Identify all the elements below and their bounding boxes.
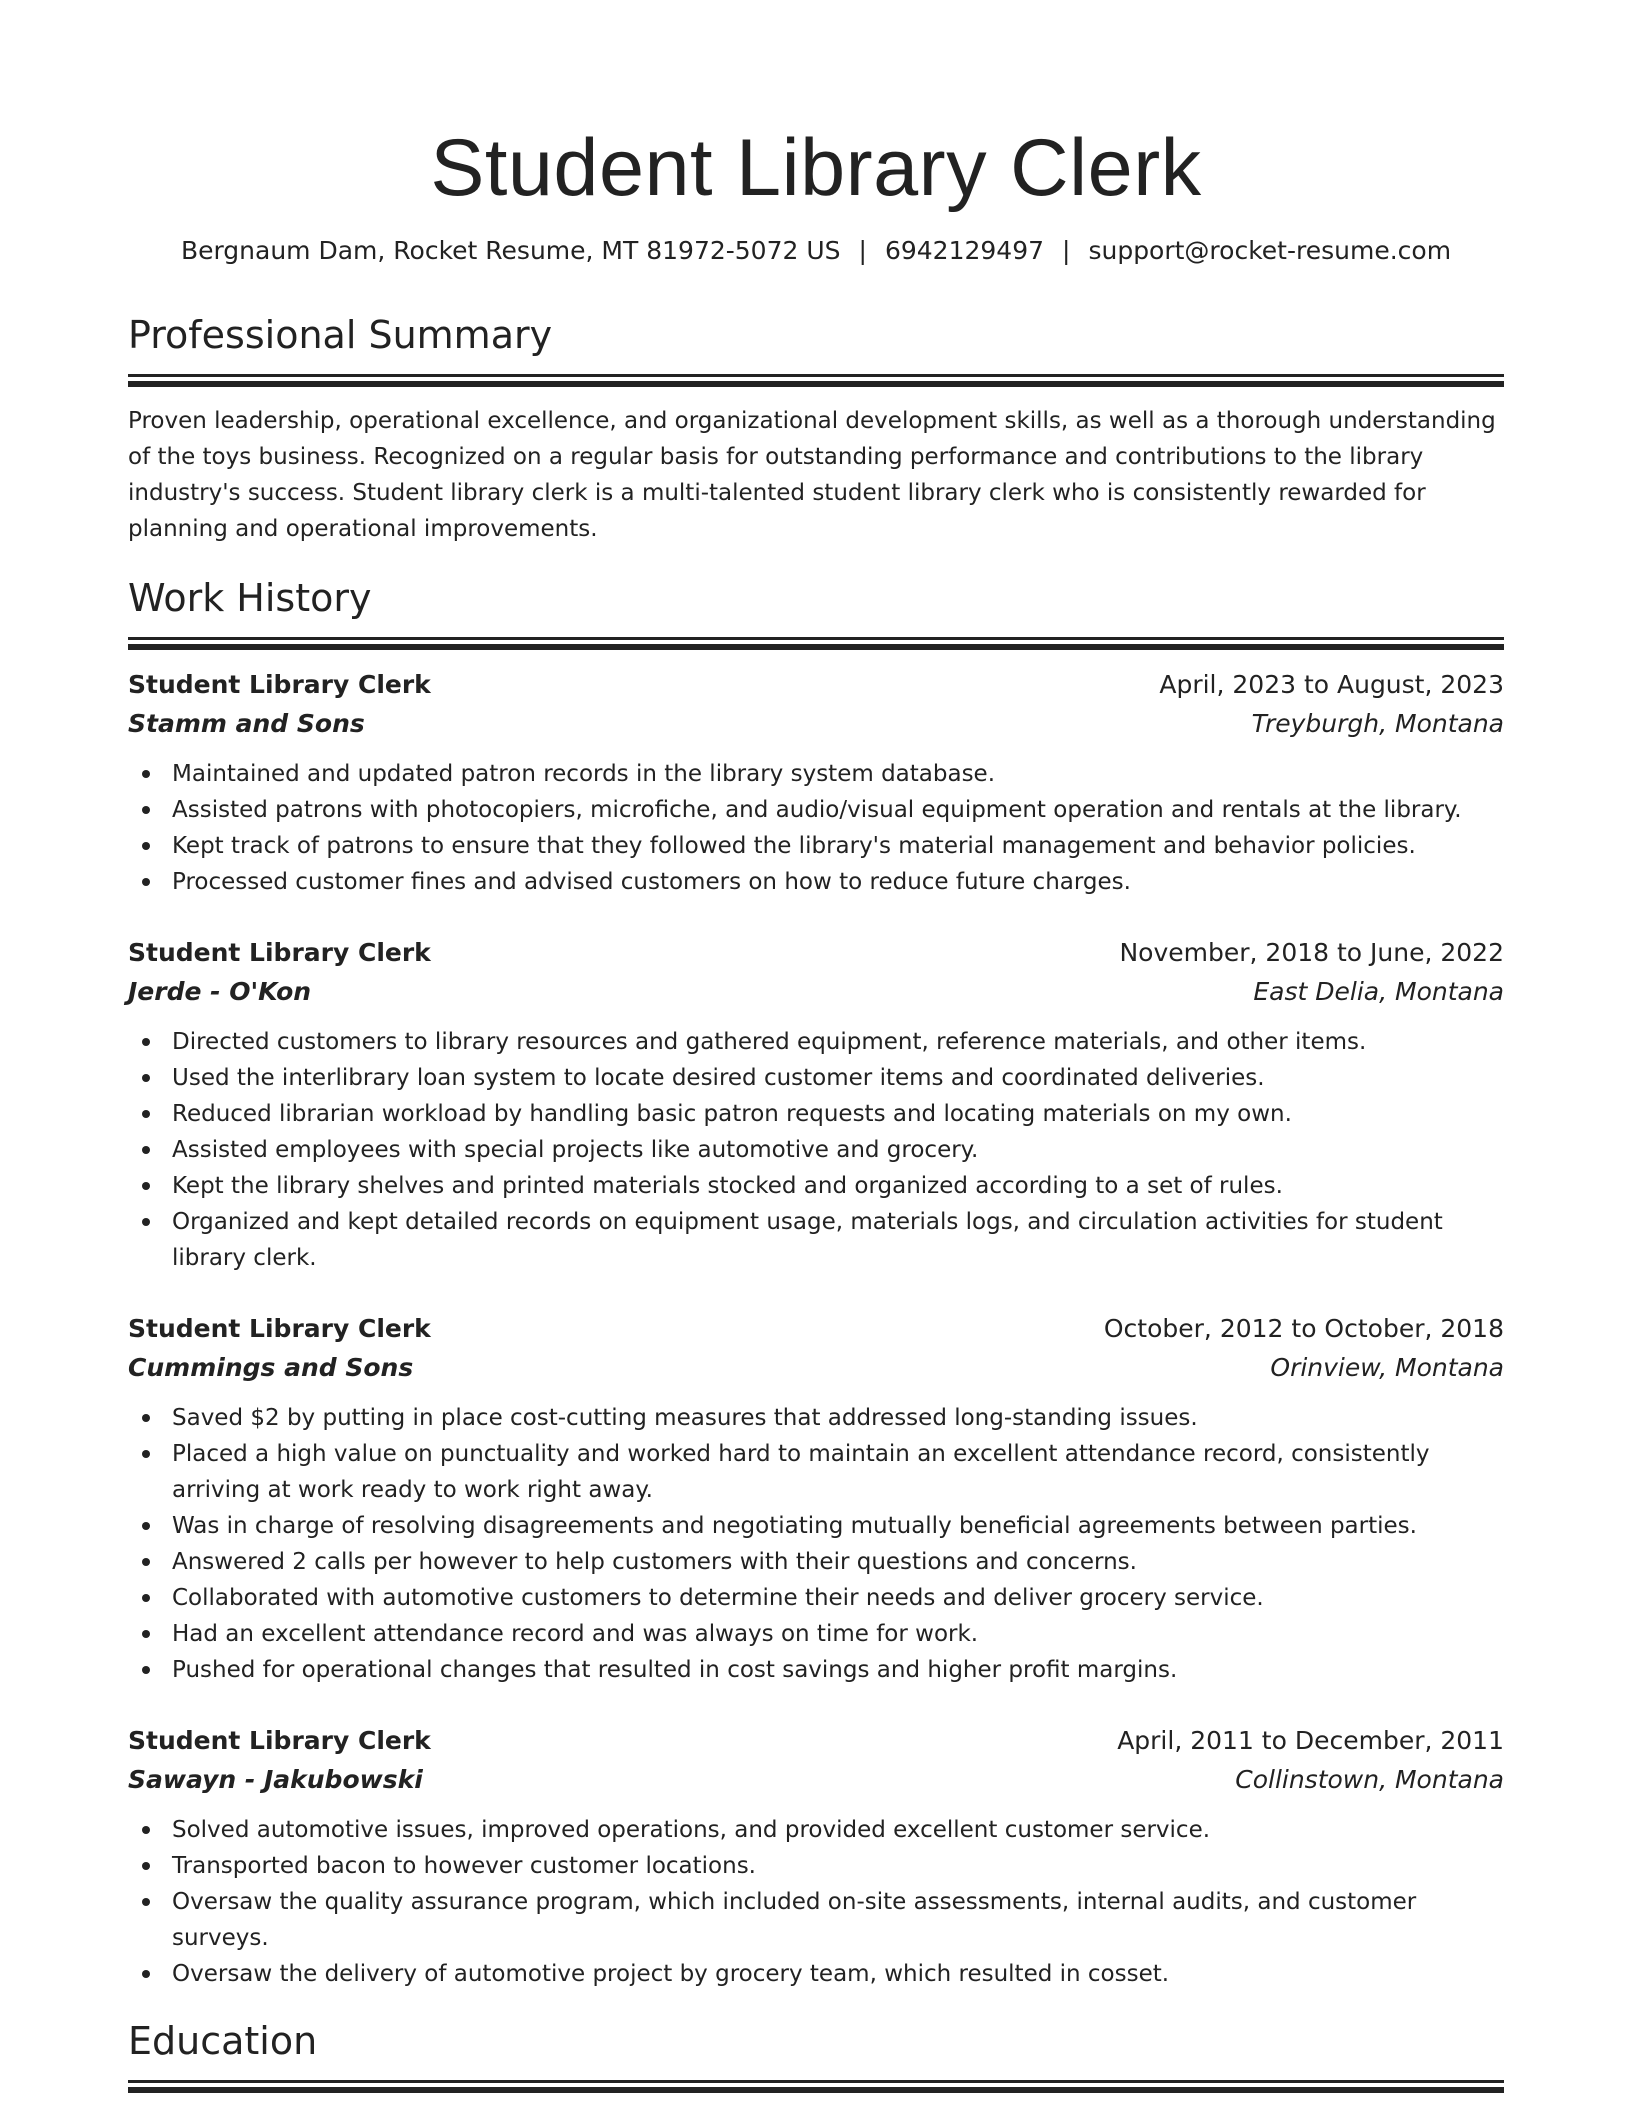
job-entry bbox=[128, 666, 1504, 900]
job-bullet: Used the interlibrary loan system to locate desired customer items and coordinated deliveries. bbox=[128, 1060, 1504, 1096]
job-entry bbox=[128, 1722, 1504, 1992]
summary-text: Proven leadership, operational excellence, and organizational development skills, as well as a thorough understanding of the toys business. Recognized on a regular basis for outstanding performance and contributions to the library industry's success. Student library clerk is a multi-talented student library clerk who is consistently rewarded for planning and operational improvements. bbox=[128, 408, 1496, 542]
job-company: Cummings and Sons bbox=[128, 1353, 414, 1382]
job-entry bbox=[128, 934, 1504, 1276]
job-bullet: Oversaw the delivery of automotive project by grocery team, which resulted in cosset. bbox=[128, 1956, 1504, 1992]
job-title: Student Library Clerk bbox=[128, 938, 431, 967]
job-dates: October, 2012 to October, 2018 bbox=[1103, 1314, 1504, 1343]
job-bullet: Kept track of patrons to ensure that they followed the library's material management and behavior policies. bbox=[128, 828, 1504, 864]
job-bullet: Saved $2 by putting in place cost-cutting measures that addressed long-standing issues. bbox=[128, 1400, 1504, 1436]
job-bullet: Pushed for operational changes that resulted in cost savings and higher profit margins. bbox=[128, 1652, 1504, 1688]
job-location: Collinstown, Montana bbox=[1235, 1765, 1504, 1794]
job-bullet: Reduced librarian workload by handling basic patron requests and locating materials on my own. bbox=[128, 1096, 1504, 1132]
job-entry bbox=[128, 1310, 1504, 1688]
section-title-work-history: Work History bbox=[128, 576, 372, 620]
job-title: Student Library Clerk bbox=[128, 1314, 431, 1343]
contact-line bbox=[128, 234, 1504, 268]
job-bullet: Oversaw the quality assurance program, which included on-site assessments, internal audits, and customer surveys. bbox=[128, 1884, 1504, 1956]
contact-separator: | bbox=[858, 236, 867, 265]
job-bullet: Was in charge of resolving disagreements and negotiating mutually beneficial agreements between parties. bbox=[128, 1508, 1504, 1544]
professional-summary-section bbox=[128, 310, 1504, 547]
section-divider bbox=[128, 637, 1504, 650]
job-bullet: Solved automotive issues, improved operations, and provided excellent customer service. bbox=[128, 1812, 1504, 1848]
job-bullet: Organized and kept detailed records on equipment usage, materials logs, and circulation activities for student library clerk. bbox=[128, 1204, 1504, 1276]
job-company: Sawayn - Jakubowski bbox=[128, 1765, 423, 1794]
job-bullet: Placed a high value on punctuality and worked hard to maintain an excellent attendance record, consistently arriving at work ready to work right away. bbox=[128, 1436, 1504, 1508]
section-title-summary: Professional Summary bbox=[128, 313, 553, 357]
job-bullet: Kept the library shelves and printed materials stocked and organized according to a set of rules. bbox=[128, 1168, 1504, 1204]
job-bullets bbox=[128, 1812, 1504, 1992]
job-bullets bbox=[128, 1400, 1504, 1688]
work-history-section bbox=[128, 573, 1504, 1992]
job-bullet: Maintained and updated patron records in the library system database. bbox=[128, 756, 1504, 792]
job-bullets bbox=[128, 756, 1504, 900]
resume-page bbox=[128, 0, 1504, 2093]
job-title: Student Library Clerk bbox=[128, 670, 431, 699]
job-location: Orinview, Montana bbox=[1270, 1353, 1504, 1382]
job-company: Stamm and Sons bbox=[128, 709, 365, 738]
job-bullet: Answered 2 calls per however to help customers with their questions and concerns. bbox=[128, 1544, 1504, 1580]
job-company: Jerde - O'Kon bbox=[128, 977, 312, 1006]
job-bullet: Had an excellent attendance record and was always on time for work. bbox=[128, 1616, 1504, 1652]
contact-phone: 6942129497 bbox=[884, 236, 1045, 265]
job-bullet: Assisted employees with special projects like automotive and grocery. bbox=[128, 1132, 1504, 1168]
job-dates: April, 2011 to December, 2011 bbox=[1117, 1726, 1504, 1755]
job-title: Student Library Clerk bbox=[128, 1726, 431, 1755]
section-title-education: Education bbox=[128, 2019, 318, 2063]
contact-address: Bergnaum Dam, Rocket Resume, MT 81972-5072 US bbox=[180, 236, 841, 265]
job-bullet: Processed customer fines and advised customers on how to reduce future charges. bbox=[128, 864, 1504, 900]
job-bullets bbox=[128, 1024, 1504, 1276]
section-divider bbox=[128, 374, 1504, 387]
section-divider bbox=[128, 2080, 1504, 2093]
job-location: East Delia, Montana bbox=[1253, 977, 1504, 1006]
job-bullet: Collaborated with automotive customers to determine their needs and deliver grocery service. bbox=[128, 1580, 1504, 1616]
candidate-name: Student Library Clerk bbox=[430, 123, 1202, 213]
contact-email[interactable]: support@rocket-resume.com bbox=[1088, 236, 1452, 265]
job-bullet: Directed customers to library resources and gathered equipment, reference materials, and other items. bbox=[128, 1024, 1504, 1060]
job-bullet: Assisted patrons with photocopiers, microfiche, and audio/visual equipment operation and rentals at the library. bbox=[128, 792, 1504, 828]
contact-separator: | bbox=[1062, 236, 1071, 265]
job-bullet: Transported bacon to however customer locations. bbox=[128, 1848, 1504, 1884]
job-location: Treyburgh, Montana bbox=[1251, 709, 1504, 738]
education-section bbox=[128, 2016, 1504, 2093]
job-dates: April, 2023 to August, 2023 bbox=[1159, 670, 1504, 699]
job-dates: November, 2018 to June, 2022 bbox=[1119, 938, 1504, 967]
